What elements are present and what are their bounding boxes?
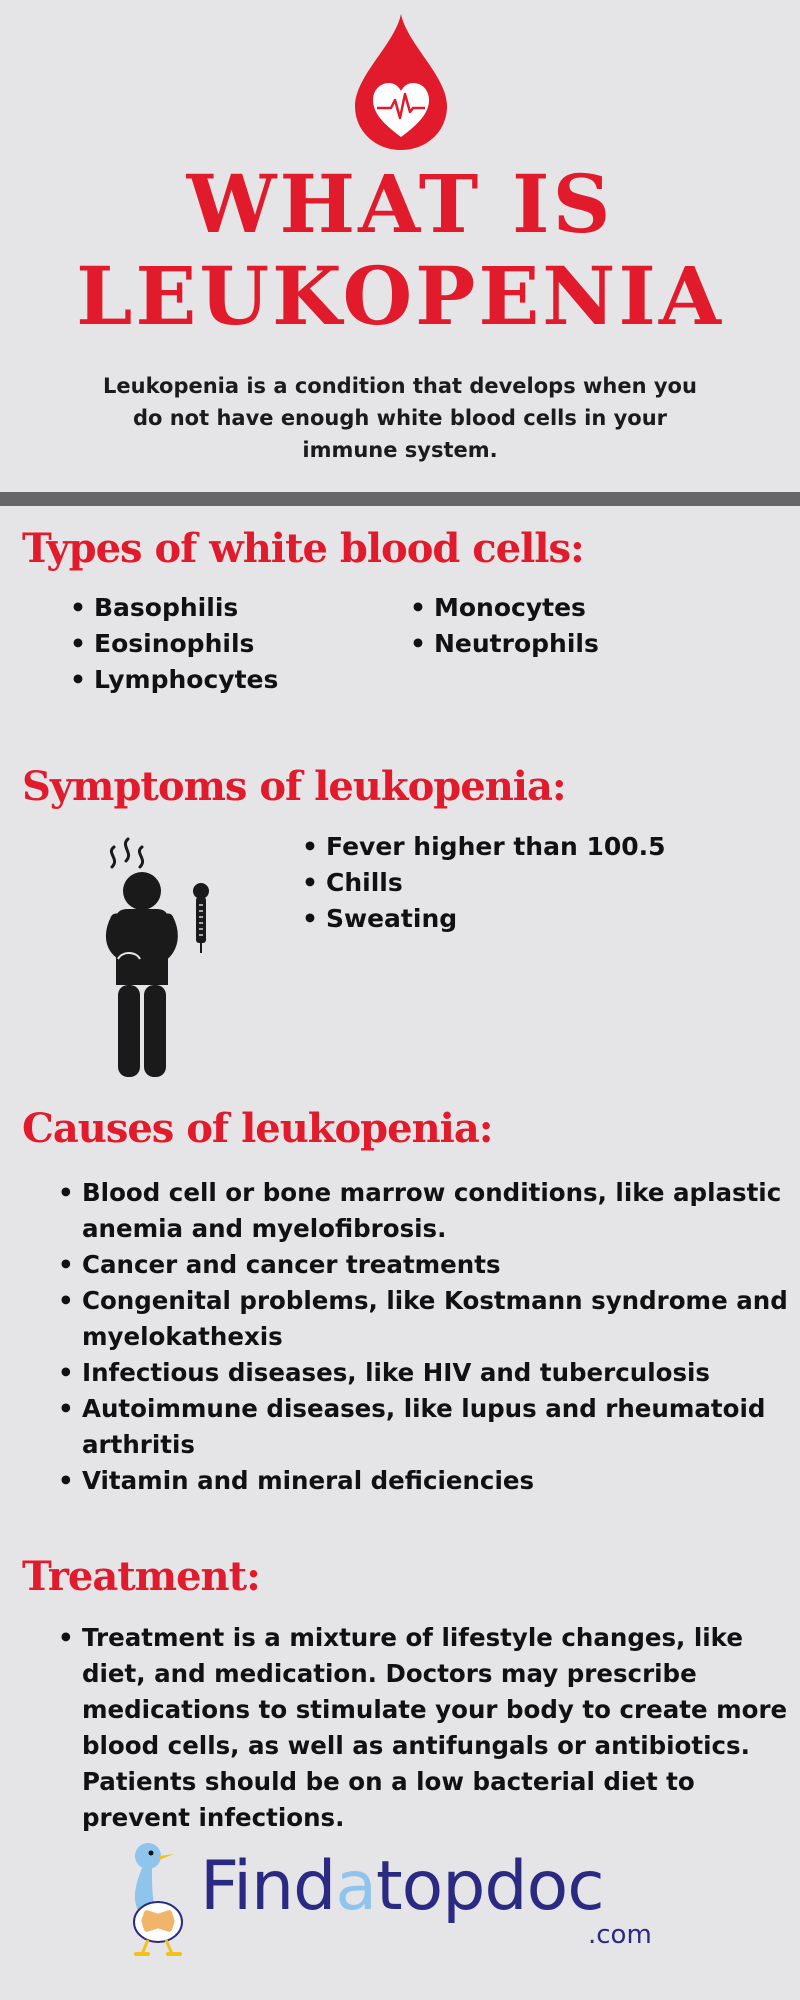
brand-name-part-2: a	[335, 1847, 376, 1926]
blood-drop-heart-icon	[355, 14, 447, 150]
page-title-line-1: WHAT IS	[186, 157, 614, 251]
stork-mascot-icon	[118, 1838, 196, 1958]
list-item: • Fever higher than 100.5	[302, 829, 762, 865]
list-item: • Basophilis	[70, 590, 390, 626]
section-divider	[0, 492, 800, 506]
symptoms-list	[302, 829, 762, 937]
list-item: • Sweating	[302, 901, 762, 937]
list-item: • Vitamin and mineral deficiencies	[58, 1463, 788, 1499]
intro-text: Leukopenia is a condition that develops when you do not have enough white blood cells in your immune system.	[103, 374, 697, 462]
list-item: • Monocytes	[410, 590, 730, 626]
causes-list	[58, 1175, 788, 1499]
list-item: • Eosinophils	[70, 626, 390, 662]
symptoms-heading: Symptoms of leukopenia:	[22, 763, 566, 810]
page-title-line-2: LEUKOPENIA	[76, 249, 724, 343]
treatment-heading: Treatment:	[22, 1553, 260, 1600]
sick-person-thermometer-icon	[100, 835, 220, 1085]
list-item: • Chills	[302, 865, 762, 901]
brand-suffix: .com	[588, 1920, 652, 1950]
brand-name	[200, 1848, 604, 1926]
brand-name-part-1: Find	[200, 1847, 336, 1926]
list-item: • Treatment is a mixture of lifestyle changes, like diet, and medication. Doctors may prescribe medications to stimulate your body to create more blood cells, as well as antifungals or antibiotics. Patients should be on a low bacterial diet to prevent infections.	[58, 1620, 788, 1836]
hero-section	[0, 0, 800, 490]
treatment-list	[58, 1620, 788, 1836]
types-list-column-1	[70, 590, 390, 698]
brand-logo	[118, 1838, 698, 1958]
types-heading: Types of white blood cells:	[22, 525, 584, 572]
list-item: • Infectious diseases, like HIV and tuberculosis	[58, 1355, 788, 1391]
list-item: • Autoimmune diseases, like lupus and rheumatoid arthritis	[58, 1391, 788, 1463]
types-list-column-2	[410, 590, 730, 662]
list-item: • Cancer and cancer treatments	[58, 1247, 788, 1283]
list-item: • Blood cell or bone marrow conditions, like aplastic anemia and myelofibrosis.	[58, 1175, 788, 1247]
list-item: • Lymphocytes	[70, 662, 390, 698]
list-item: • Neutrophils	[410, 626, 730, 662]
brand-name-part-3: topdoc	[376, 1847, 604, 1926]
list-item: • Congenital problems, like Kostmann syndrome and myelokathexis	[58, 1283, 788, 1355]
causes-heading: Causes of leukopenia:	[22, 1105, 493, 1152]
